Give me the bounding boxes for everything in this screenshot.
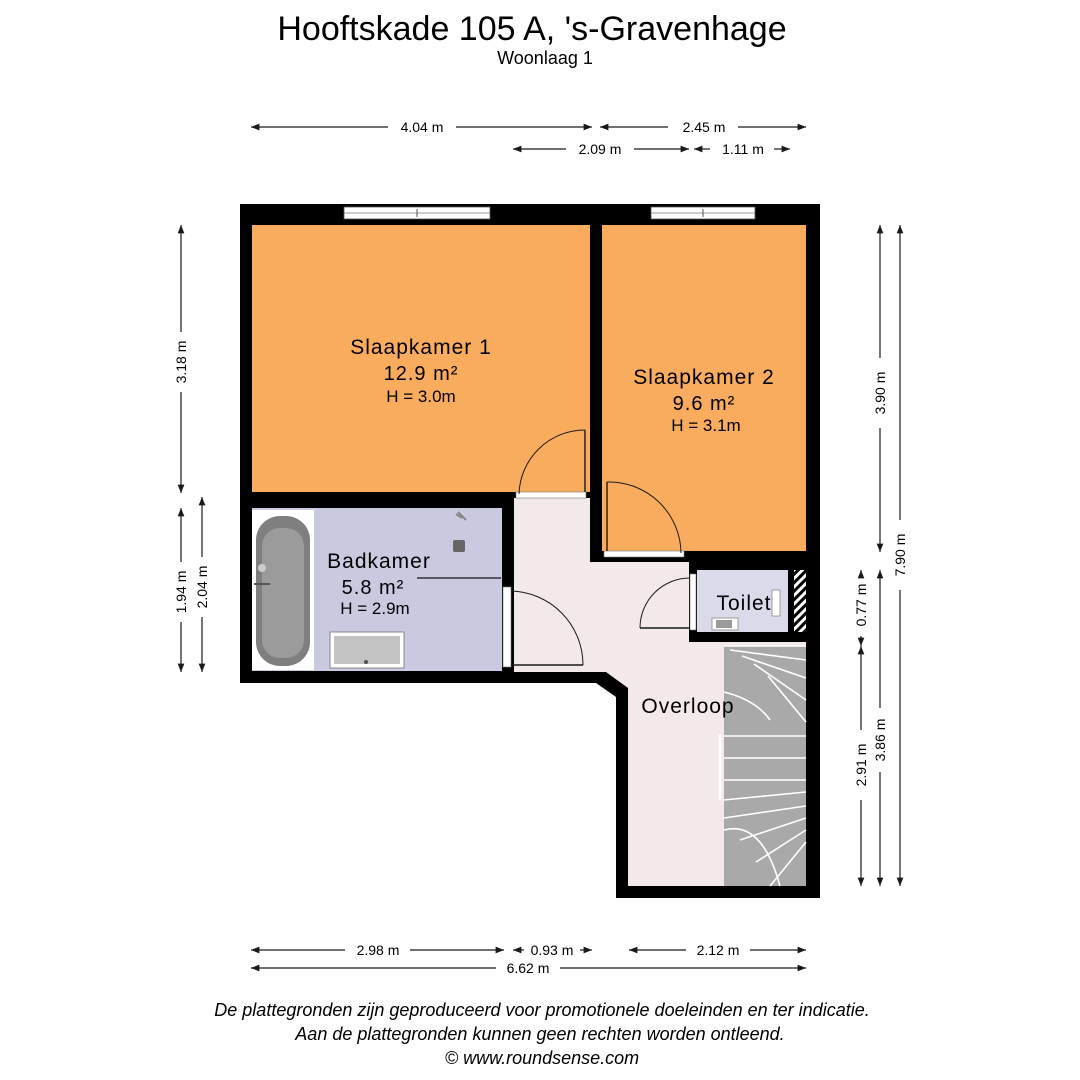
- room-area-slaapkamer-1: 12.9 m²: [383, 363, 459, 385]
- dimension-left-lower-inner: [173, 508, 189, 672]
- dimension-top-row1-left: [251, 119, 592, 135]
- room-area-slaapkamer-2: 9.6 m²: [672, 393, 736, 415]
- dimension-left-lower-outer: [194, 497, 210, 672]
- room-height-slaapkamer-2: H = 3.1m: [671, 416, 741, 435]
- room-label-slaapkamer-1: Slaapkamer 1: [350, 336, 492, 359]
- dimension-bottom-left: [251, 942, 504, 958]
- svg-text:2.45 m: 2.45 m: [682, 119, 726, 135]
- dimension-right-toilet: [853, 570, 869, 646]
- room-label-slaapkamer-2: Slaapkamer 2: [633, 366, 775, 389]
- room-label-overloop: Overloop: [641, 695, 735, 718]
- disclaimer-line-2: Aan de plattegronden kunnen geen rechten worden ontleend.: [295, 1024, 785, 1044]
- room-label-toilet: Toilet: [716, 592, 772, 615]
- dimension-bottom-mid: [513, 942, 592, 958]
- bathtub-icon: [252, 510, 314, 670]
- toilet-shaft-hatch: [794, 570, 806, 632]
- svg-text:3.18 m: 3.18 m: [173, 340, 189, 384]
- svg-text:2.09 m: 2.09 m: [578, 141, 622, 157]
- svg-text:0.77 m: 0.77 m: [853, 583, 869, 627]
- room-label-badkamer: Badkamer: [327, 550, 431, 573]
- staircase: [720, 646, 806, 886]
- dimension-top-row1-right: [600, 119, 806, 135]
- dimension-top-row2-right: [694, 141, 790, 157]
- svg-text:2.12 m: 2.12 m: [696, 942, 740, 958]
- room-area-badkamer: 5.8 m²: [341, 577, 405, 599]
- svg-text:2.04 m: 2.04 m: [194, 565, 210, 609]
- svg-text:0.93 m: 0.93 m: [530, 942, 574, 958]
- dimension-bottom-right: [629, 942, 806, 958]
- dimension-bottom-total: [251, 960, 806, 976]
- svg-text:1.94 m: 1.94 m: [173, 570, 189, 614]
- dimension-left-upper: [173, 225, 189, 493]
- floor-level-label: Woonlaag 1: [497, 48, 593, 68]
- copyright: © www.roundsense.com: [444, 1048, 640, 1068]
- svg-text:3.86 m: 3.86 m: [872, 718, 888, 762]
- room-height-slaapkamer-1: H = 3.0m: [386, 387, 456, 406]
- disclaimer-line-1: De plattegronden zijn geproduceerd voor promotionele doeleinden en ter indicatie.: [214, 1000, 870, 1020]
- svg-text:1.11 m: 1.11 m: [722, 141, 764, 157]
- page-title: Hooftskade 105 A, 's-Gravenhage: [277, 10, 787, 48]
- window-slaapkamer-1: [344, 207, 490, 219]
- svg-text:2.98 m: 2.98 m: [356, 942, 400, 958]
- svg-text:4.04 m: 4.04 m: [400, 119, 444, 135]
- svg-text:6.62 m: 6.62 m: [506, 960, 550, 976]
- dimension-right-stair-inner: [853, 646, 869, 886]
- svg-text:3.90 m: 3.90 m: [872, 371, 888, 415]
- dimension-right-total: [892, 225, 908, 886]
- dimension-right-stair-outer: [872, 570, 888, 886]
- sink-icon: [330, 632, 404, 668]
- dimension-right-upper: [872, 225, 888, 552]
- window-slaapkamer-2: [651, 207, 755, 219]
- room-height-badkamer: H = 2.9m: [340, 599, 410, 618]
- svg-text:7.90 m: 7.90 m: [892, 533, 908, 577]
- dimension-top-row2-left: [513, 141, 689, 157]
- svg-text:2.91 m: 2.91 m: [853, 743, 869, 787]
